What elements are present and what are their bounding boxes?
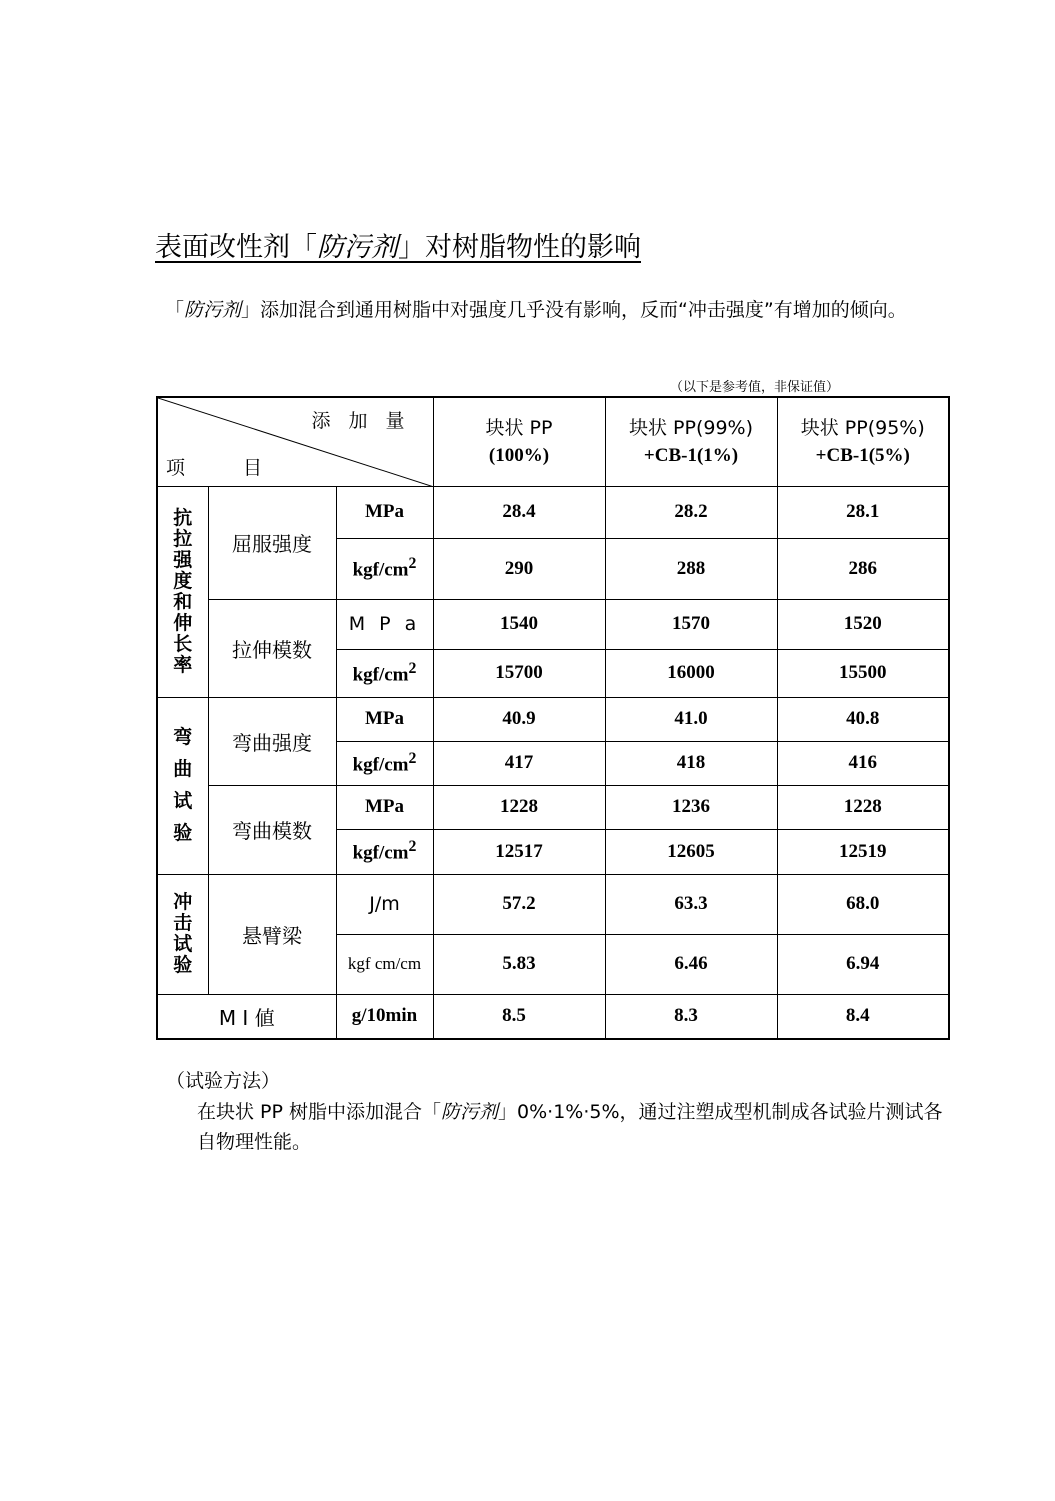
value-cell: 418 (605, 741, 777, 785)
unit-cell: MPa (336, 486, 433, 538)
item-flexural-modulus: 弯曲模数 (208, 785, 336, 874)
product-name: 防污剂 (184, 299, 242, 321)
value-cell: 15700 (433, 649, 605, 697)
table-header-row (157, 397, 949, 486)
reference-note: （以下是参考值，非保证值） (670, 380, 840, 395)
value-cell: 288 (605, 538, 777, 599)
unit-cell: J/m (336, 874, 433, 934)
page-title: 表面改性剂「防污剂」对树脂物性的影响 (155, 232, 641, 263)
group-tensile: 抗 拉 强 度 和 伸 长 率 (157, 486, 208, 697)
column-header: 块状 PP (100%) (433, 397, 605, 486)
value-cell: 1236 (605, 785, 777, 829)
value-cell: 8.5 (433, 994, 605, 1039)
table-row (157, 486, 949, 538)
value-cell: 286 (777, 538, 949, 599)
unit-cell: kgf/$cm^2$ (336, 829, 433, 874)
value-cell: 15500 (777, 649, 949, 697)
value-cell: 12517 (433, 829, 605, 874)
value-cell: 1228 (777, 785, 949, 829)
value-cell: 416 (777, 741, 949, 785)
value-cell: 290 (433, 538, 605, 599)
intro-paragraph: 「防污剂」添加混合到通用树脂中对强度几乎没有影响，反而“冲击强度”有增加的倾向。 (165, 299, 907, 321)
value-cell: 63.3 (605, 874, 777, 934)
corner-label-addition: 添加量 (311, 410, 423, 432)
value-cell: 417 (433, 741, 605, 785)
item-flexural-strength: 弯曲强度 (208, 697, 336, 785)
value-cell: 16000 (605, 649, 777, 697)
value-cell: 28.4 (433, 486, 605, 538)
unit-cell: kgf/$cm^2$ (336, 649, 433, 697)
corner-header-cell (157, 397, 433, 486)
value-cell: 8.4 (777, 994, 949, 1039)
unit-cell: kgf/$cm^2$ (336, 741, 433, 785)
value-cell: 5.83 (433, 934, 605, 994)
value-cell: 6.94 (777, 934, 949, 994)
value-cell: 1540 (433, 599, 605, 649)
item-izod: 悬臂梁 (208, 874, 336, 994)
table-row (157, 599, 949, 649)
value-cell: 40.9 (433, 697, 605, 741)
corner-label-item: 项目 (166, 456, 321, 479)
value-cell: 40.8 (777, 697, 949, 741)
value-cell: 1228 (433, 785, 605, 829)
table-row (157, 697, 949, 741)
column-header: 块状 PP(99%) +CB-1(1%) (605, 397, 777, 486)
test-method-label: （试验方法） (166, 1070, 281, 1092)
unit-cell: MPa (336, 697, 433, 741)
group-impact: 冲 击 试 验 (157, 874, 208, 994)
unit-cell: kgf cm/cm (336, 934, 433, 994)
value-cell: 1520 (777, 599, 949, 649)
value-cell: 12605 (605, 829, 777, 874)
item-tensile-modulus: 拉伸模数 (208, 599, 336, 697)
value-cell: 8.3 (605, 994, 777, 1039)
value-cell: 57.2 (433, 874, 605, 934)
value-cell: 12519 (777, 829, 949, 874)
test-method-text: 在块状 PP 树脂中添加混合「防污剂」0%·1%·5%，通过注塑成型机制成各试验片测试各自物理性能。 (197, 1101, 943, 1153)
column-header: 块状 PP(95%) +CB-1(5%) (777, 397, 949, 486)
unit-cell: g/10min (336, 994, 433, 1039)
value-cell: 68.0 (777, 874, 949, 934)
table-row (157, 874, 949, 934)
item-yield-strength: 屈服强度 (208, 486, 336, 599)
table-row (157, 785, 949, 829)
product-name: 防污剂 (441, 1101, 499, 1123)
item-mi-value: M I 値 (157, 994, 336, 1039)
value-cell: 41.0 (605, 697, 777, 741)
value-cell: 28.2 (605, 486, 777, 538)
product-name: 防污剂 (317, 232, 398, 263)
unit-cell: M P a (336, 599, 433, 649)
unit-cell: MPa (336, 785, 433, 829)
table-row (157, 994, 949, 1039)
value-cell: 28.1 (777, 486, 949, 538)
unit-cell: kgf/$cm^2$ (336, 538, 433, 599)
properties-table (156, 396, 950, 1040)
group-flexural: 弯 曲 试 验 (157, 697, 208, 874)
value-cell: 6.46 (605, 934, 777, 994)
value-cell: 1570 (605, 599, 777, 649)
